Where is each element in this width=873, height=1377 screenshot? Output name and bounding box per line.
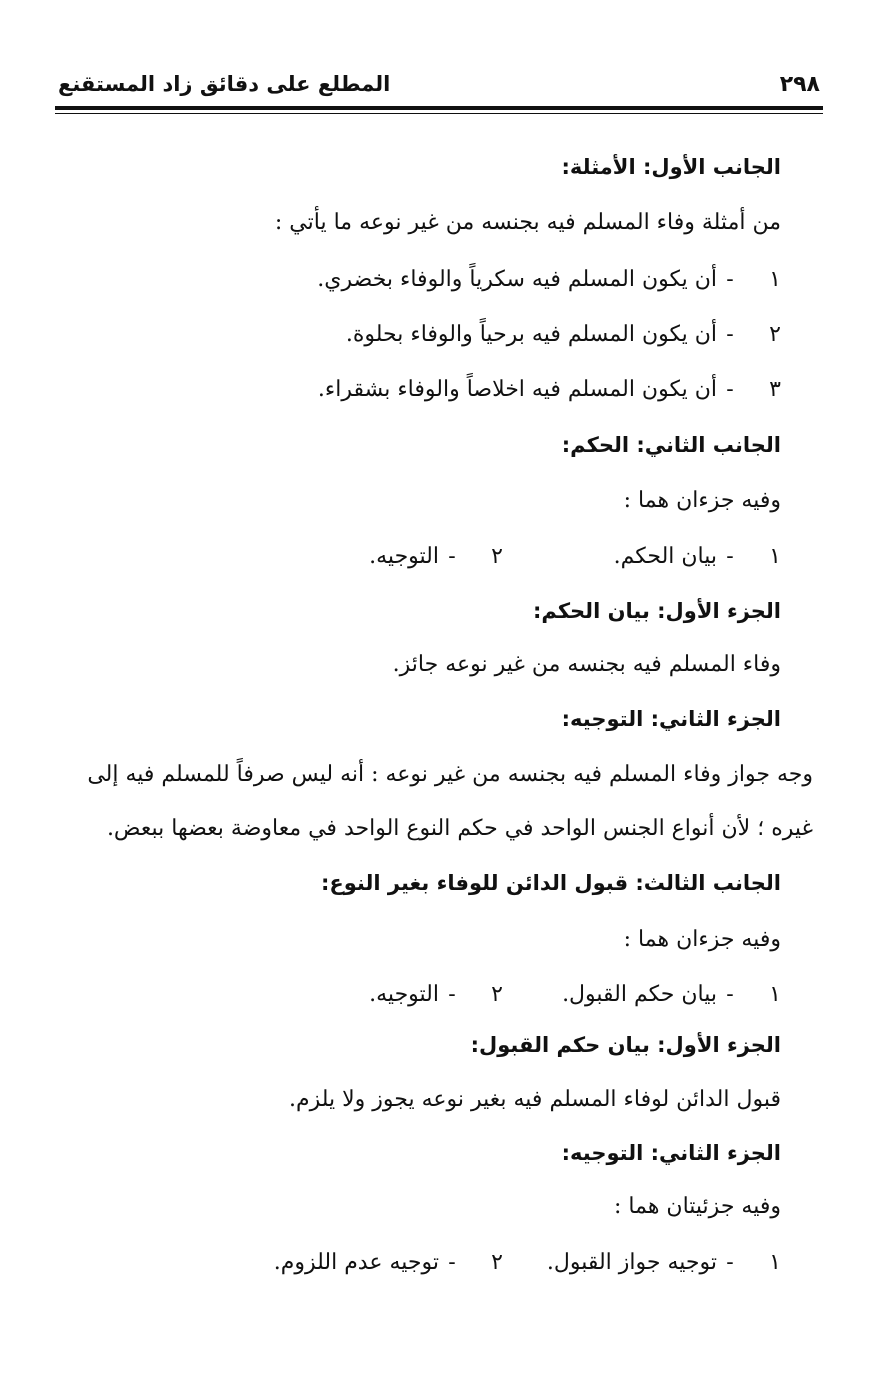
list-item xyxy=(346,320,781,350)
paragraph: وفاء المسلم فيه بجنسه من غير نوعه جائز. xyxy=(392,652,781,677)
list-text: توجيه جواز القبول. xyxy=(546,1250,717,1275)
list-dash: - xyxy=(448,982,456,1007)
list-text: التوجيه. xyxy=(369,982,439,1007)
list-text: أن يكون المسلم فيه اخلاصاً والوفاء بشقراء. xyxy=(317,377,717,402)
list-item xyxy=(369,980,503,1010)
subsection-heading: الجزء الأول: بيان الحكم: xyxy=(532,599,781,623)
paragraph-intro: من أمثلة وفاء المسلم فيه بجنسه من غير نوعه ما يأتي : xyxy=(274,210,781,235)
page-header xyxy=(58,68,820,104)
list-item xyxy=(369,542,503,572)
list-text: بيان الحكم. xyxy=(613,544,717,569)
paragraph: قبول الدائن لوفاء المسلم فيه بغير نوعه يجوز ولا يلزم. xyxy=(288,1087,781,1112)
list-item xyxy=(562,980,781,1010)
list-text: التوجيه. xyxy=(369,544,439,569)
subsection-heading: الجزء الأول: بيان حكم القبول: xyxy=(470,1033,781,1057)
list-dash: - xyxy=(726,267,734,292)
list-item xyxy=(547,1248,781,1278)
list-dash: - xyxy=(726,377,734,402)
section-heading-ruling: الجانب الثاني: الحكم: xyxy=(561,433,781,457)
list-item xyxy=(318,375,781,405)
list-dash: - xyxy=(726,322,734,347)
book-title: المطلع على دقائق زاد المستقنع xyxy=(58,72,391,96)
list-item xyxy=(614,542,781,572)
paragraph-line: غيره ؛ لأن أنواع الجنس الواحد في حكم النوع الواحد في معاوضة بعضها ببعض. xyxy=(106,816,813,841)
list-text: أن يكون المسلم فيه سكرياً والوفاء بخضري. xyxy=(317,267,717,292)
list-dash: - xyxy=(726,544,734,569)
list-dash: - xyxy=(448,1250,456,1275)
list-number: ٢ xyxy=(491,982,503,1007)
list-dash: - xyxy=(726,982,734,1007)
list-dash: - xyxy=(726,1250,734,1275)
header-rule-thick xyxy=(55,106,823,110)
page-number: ٢٩٨ xyxy=(779,72,820,97)
list-number: ١ xyxy=(769,544,781,569)
subsection-heading: الجزء الثاني: التوجيه: xyxy=(561,1141,781,1165)
section-heading-examples: الجانب الأول: الأمثلة: xyxy=(561,155,781,179)
paragraph: وفيه جزئيتان هما : xyxy=(614,1194,781,1219)
section-heading-acceptance: الجانب الثالث: قبول الدائن للوفاء بغير النوع: xyxy=(321,871,781,895)
list-number: ١ xyxy=(769,1250,781,1275)
paragraph: وفيه جزءان هما : xyxy=(623,488,781,513)
list-number: ١ xyxy=(769,267,781,292)
list-number: ٢ xyxy=(491,544,503,569)
list-text: بيان حكم القبول. xyxy=(562,982,717,1007)
paragraph: وفيه جزءان هما : xyxy=(623,927,781,952)
subsection-heading: الجزء الثاني: التوجيه: xyxy=(561,707,781,731)
list-text: أن يكون المسلم فيه برحياً والوفاء بحلوة. xyxy=(345,322,717,347)
list-number: ٣ xyxy=(769,377,781,402)
list-number: ٢ xyxy=(769,322,781,347)
list-text: توجيه عدم اللزوم. xyxy=(273,1250,439,1275)
list-dash: - xyxy=(448,544,456,569)
list-item xyxy=(317,265,781,295)
list-item xyxy=(274,1248,503,1278)
list-number: ١ xyxy=(769,982,781,1007)
list-number: ٢ xyxy=(491,1250,503,1275)
header-rule-thin xyxy=(55,113,823,114)
paragraph-line: وجه جواز وفاء المسلم فيه بجنسه من غير نوعه : أنه ليس صرفاً للمسلم فيه إلى xyxy=(87,762,813,787)
